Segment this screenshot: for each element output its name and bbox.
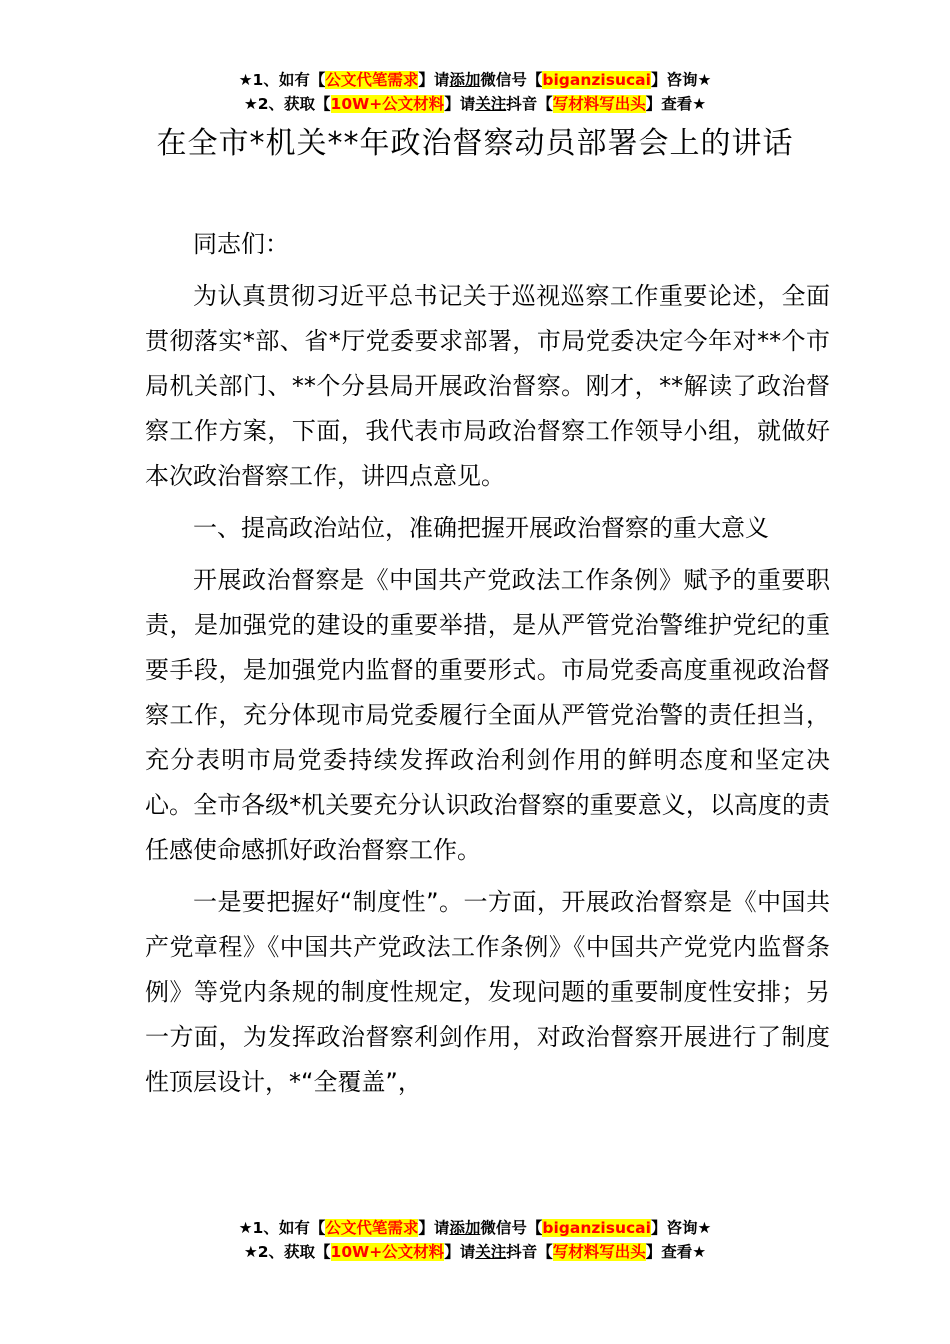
ad-text: 微信号【: [480, 71, 543, 89]
paragraph: 开展政治督察是《中国共产党政法工作条例》赋予的重要职责，是加强党的建设的重要举措，是从严管党治警维护党纪的重要手段，是加强党内监督的重要形式。市局党委高度重视政治督察工作，充分体现市局党委履行全面从严管党治警的责任担当，充分表明市局党委持续发挥政治利剑作用的鲜明态度和坚定决心。全市各级*机关要充分认识政治督察的重要意义，以高度的责任感使命感抓好政治督察工作。: [145, 566, 830, 864]
ad-line-2: [0, 92, 950, 116]
document-body: [145, 222, 830, 1112]
salutation: 同志们：: [193, 230, 289, 258]
ad-line-1: [0, 68, 950, 92]
ad-line-1: [0, 1216, 950, 1240]
ad-underlined: 添加: [449, 71, 481, 89]
ad-text: 】请: [444, 95, 476, 113]
ad-underlined: 关注: [475, 95, 507, 113]
section-heading: 一、提高政治站位，准确把握开展政治督察的重大意义: [193, 514, 769, 542]
ad-text: 1、如有【: [252, 1219, 326, 1237]
ad-text: 抖音【: [506, 95, 553, 113]
ad-highlight: biganzisucai: [542, 1219, 651, 1237]
star-icon: ★: [697, 1219, 712, 1237]
top-ad-banner: [0, 68, 950, 116]
ad-highlight: 公文代笔需求: [325, 71, 419, 89]
ad-highlight: biganzisucai: [542, 71, 651, 89]
ad-text: 】请: [418, 71, 450, 89]
star-icon: ★: [692, 1243, 707, 1261]
ad-text: 】查看: [645, 1243, 693, 1261]
ad-text: 】请: [444, 1243, 476, 1261]
ad-text: 】咨询: [650, 71, 698, 89]
ad-line-2: [0, 1240, 950, 1264]
ad-text: 抖音【: [506, 1243, 553, 1261]
ad-text: 】咨询: [650, 1219, 698, 1237]
bottom-ad-banner: [0, 1216, 950, 1264]
ad-text: 2、获取【: [257, 1243, 331, 1261]
paragraph: 为认真贯彻习近平总书记关于巡视巡察工作重要论述，全面贯彻落实*部、省*厅党委要求部署，市局党委决定今年对**个市局机关部门、**个分县局开展政治督察。刚才，**解读了政治督察工作方案，下面，我代表市局政治督察工作领导小组，就做好本次政治督察工作，讲四点意见。: [145, 282, 830, 490]
ad-text: 微信号【: [480, 1219, 543, 1237]
star-icon: ★: [243, 95, 258, 113]
star-icon: ★: [238, 71, 253, 89]
ad-highlight: 写材料写出头: [552, 95, 646, 113]
ad-underlined: 添加: [449, 1219, 481, 1237]
ad-underlined: 关注: [475, 1243, 507, 1261]
ad-highlight: 10W+公文材料: [330, 95, 445, 113]
star-icon: ★: [243, 1243, 258, 1261]
star-icon: ★: [238, 1219, 253, 1237]
ad-text: 1、如有【: [252, 71, 326, 89]
ad-highlight: 10W+公文材料: [330, 1243, 445, 1261]
ad-text: 】查看: [645, 95, 693, 113]
document-title: 在全市*机关**年政治督察动员部署会上的讲话: [156, 126, 794, 161]
ad-text: 】请: [418, 1219, 450, 1237]
ad-text: 2、获取【: [257, 95, 331, 113]
paragraph: 一是要把握好“制度性”。一方面，开展政治督察是《中国共产党章程》《中国共产党政法工作条例》《中国共产党党内监督条例》等党内条规的制度性规定，发现问题的重要制度性安排；另一方面，为发挥政治督察利剑作用，对政治督察开展进行了制度性顶层设计，*“全覆盖”，: [145, 888, 830, 1096]
ad-highlight: 公文代笔需求: [325, 1219, 419, 1237]
star-icon: ★: [697, 71, 712, 89]
ad-highlight: 写材料写出头: [552, 1243, 646, 1261]
star-icon: ★: [692, 95, 707, 113]
